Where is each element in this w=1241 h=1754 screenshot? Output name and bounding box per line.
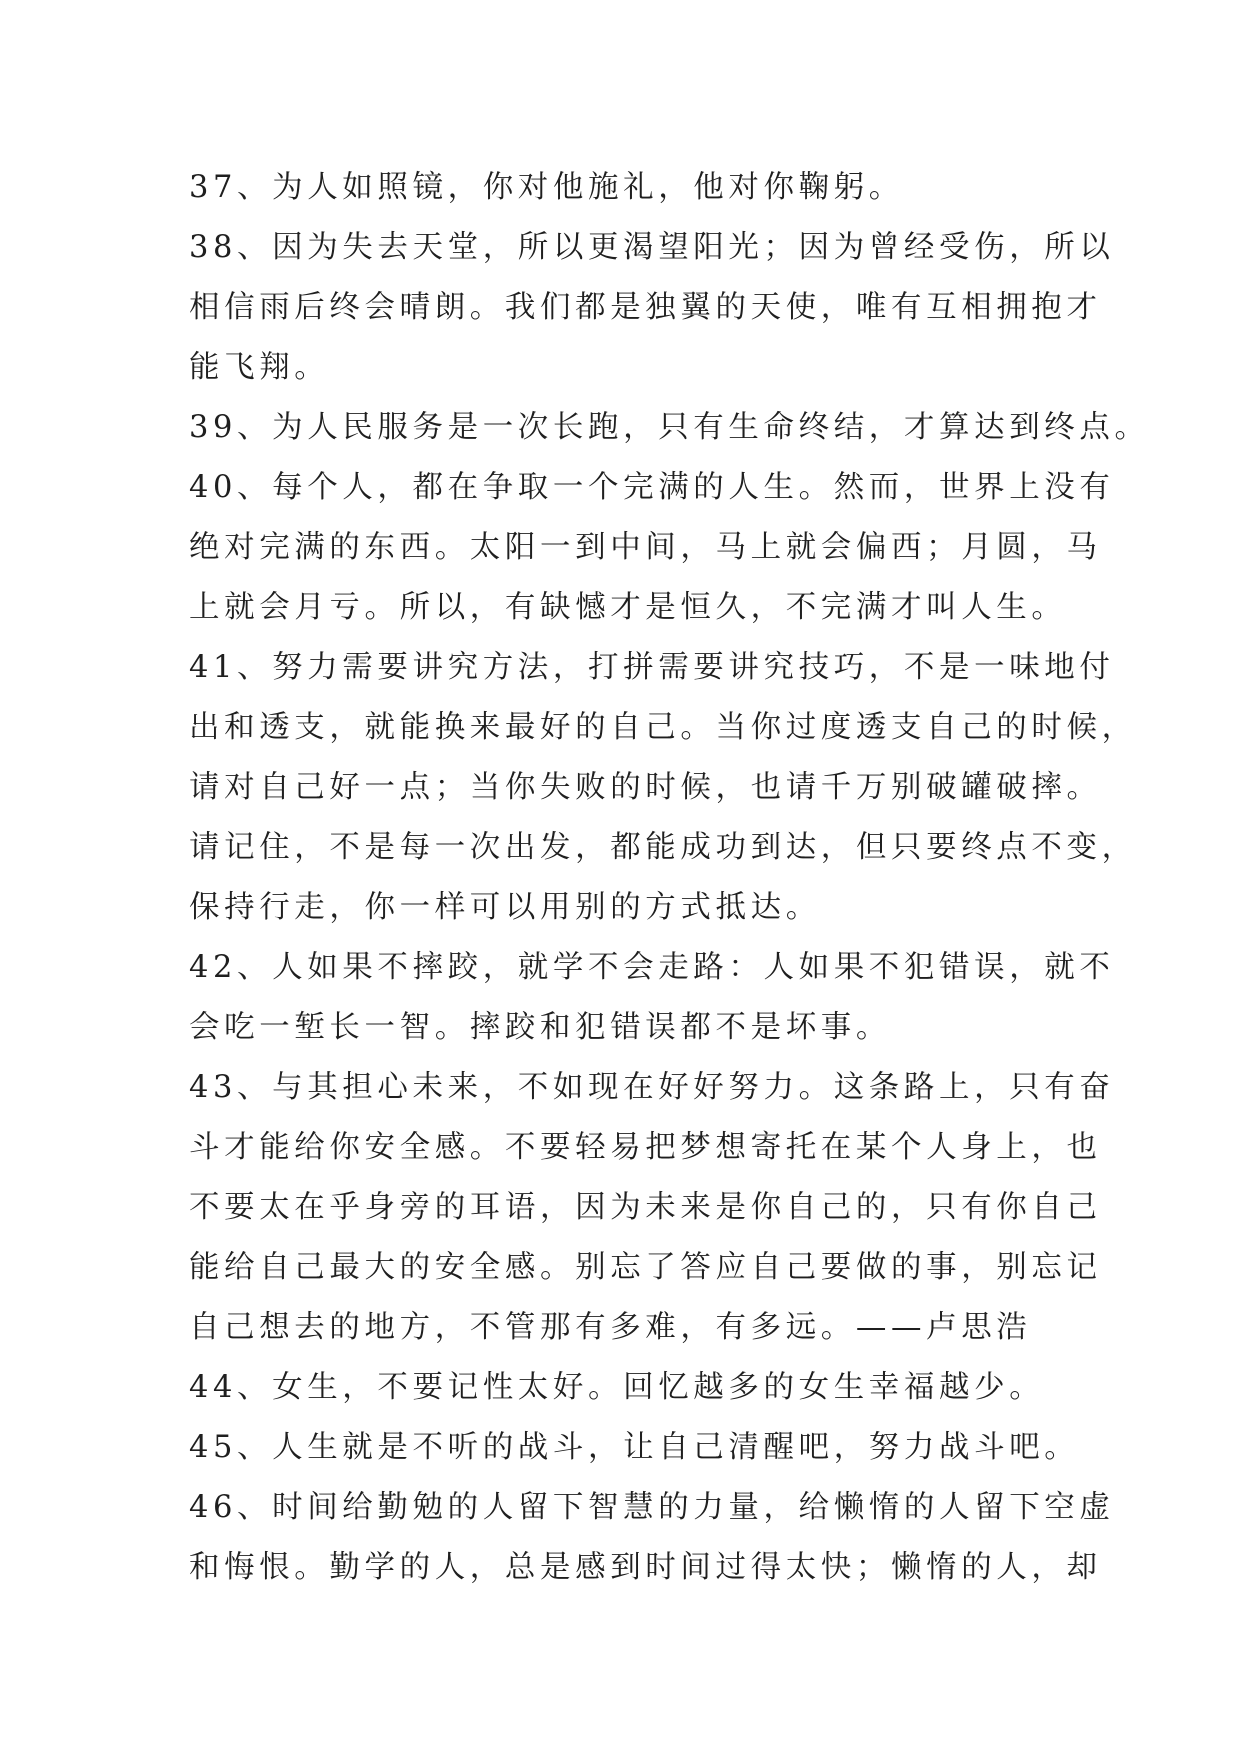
text-line: 保持行走，你一样可以用别的方式抵达。 xyxy=(189,890,821,925)
text-line: 45、人生就是不听的战斗，让自己清醒吧，努力战斗吧。 xyxy=(189,1430,1080,1465)
text-line: 40、每个人，都在争取一个完满的人生。然而，世界上没有 xyxy=(189,470,1115,505)
text-line: 不要太在乎身旁的耳语，因为未来是你自己的，只有你自己 xyxy=(189,1190,1102,1225)
text-line: 37、为人如照镜，你对他施礼，他对你鞠躬。 xyxy=(189,170,904,205)
document-body xyxy=(189,158,1150,1598)
text-line: 44、女生，不要记性太好。回忆越多的女生幸福越少。 xyxy=(189,1370,1045,1405)
text-line: 会吃一堑长一智。摔跤和犯错误都不是坏事。 xyxy=(189,1010,891,1045)
text-line: 相信雨后终会晴朗。我们都是独翼的天使，唯有互相拥抱才 xyxy=(189,290,1102,325)
text-line: 能给自己最大的安全感。别忘了答应自己要做的事，别忘记 xyxy=(189,1250,1102,1285)
text-line: 上就会月亏。所以，有缺憾才是恒久，不完满才叫人生。 xyxy=(189,590,1067,625)
text-line: 能飞翔。 xyxy=(189,350,330,385)
text-line: 46、时间给勤勉的人留下智慧的力量，给懒惰的人留下空虚 xyxy=(189,1490,1115,1525)
text-line: 出和透支，就能换来最好的自己。当你过度透支自己的时候， xyxy=(189,710,1137,745)
text-line: 绝对完满的东西。太阳一到中间，马上就会偏西；月圆，马 xyxy=(189,530,1102,565)
text-line: 42、人如果不摔跤，就学不会走路：人如果不犯错误，就不 xyxy=(189,950,1115,985)
text-line: 请对自己好一点；当你失败的时候，也请千万别破罐破摔。 xyxy=(189,770,1102,805)
text-line: 41、努力需要讲究方法，打拼需要讲究技巧，不是一味地付 xyxy=(189,650,1115,685)
text-line: 38、因为失去天堂，所以更渴望阳光；因为曾经受伤，所以 xyxy=(189,230,1115,265)
text-line: 和悔恨。勤学的人，总是感到时间过得太快；懒惰的人，却 xyxy=(189,1550,1102,1585)
text-line: 43、与其担心未来，不如现在好好努力。这条路上，只有奋 xyxy=(189,1070,1115,1105)
text-line: 请记住，不是每一次出发，都能成功到达，但只要终点不变， xyxy=(189,830,1137,865)
text-line: 39、为人民服务是一次长跑，只有生命终结，才算达到终点。 xyxy=(189,410,1150,445)
text-line: 自己想去的地方，不管那有多难，有多远。——卢思浩 xyxy=(189,1310,1032,1345)
text-line: 斗才能给你安全感。不要轻易把梦想寄托在某个人身上，也 xyxy=(189,1130,1102,1165)
